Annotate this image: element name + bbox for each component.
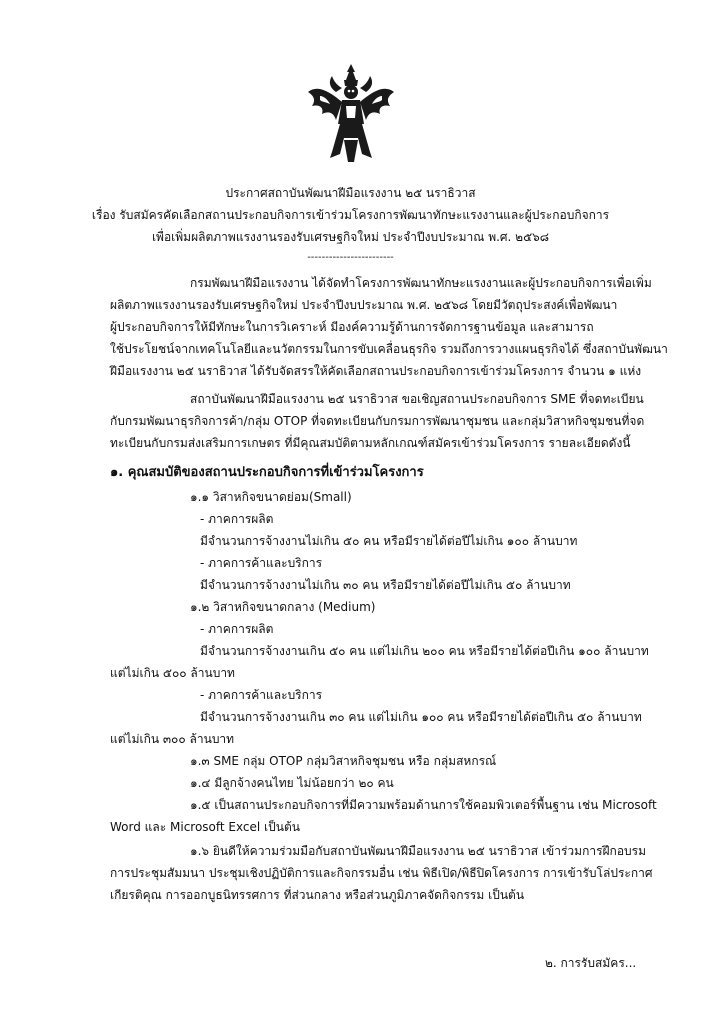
item-1-6: ๑.๖ ยินดีให้ความร่วมมือกับสถาบันพัฒนาฝีมือแรงงาน ๒๕ นราธิวาส เข้าร่วมการฝึกอบรม — [190, 844, 647, 858]
item-1-1-a-detail: มีจำนวนการจ้างงานไม่เกิน ๕๐ คน หรือมีรายได้ต่อปีไม่เกิน ๑๐๐ ล้านบาท — [200, 534, 578, 548]
item-1-3: ๑.๓ SME กลุ่ม OTOP กลุ่มวิสาหกิจชุมชน หรือ กลุ่มสหกรณ์ — [190, 754, 497, 768]
title-separator: ------------------------ — [307, 252, 394, 263]
item-1-2: ๑.๒ วิสาหกิจขนาดกลาง (Medium) — [190, 600, 376, 614]
paragraph-2-line: สถาบันพัฒนาฝีมือแรงงาน ๒๕ นราธิวาส ขอเชิญสถานประกอบกิจการ SME ที่จดทะเบียน — [190, 392, 644, 406]
item-1-5: ๑.๕ เป็นสถานประกอบกิจการที่มีความพร้อมด้านการใช้คอมพิวเตอร์พื้นฐาน เช่น Microsoft — [190, 798, 657, 812]
item-1-2-a: - ภาคการผลิต — [200, 622, 274, 636]
announcement-subject-cont: เพื่อเพิ่มผลิตภาพแรงงานรองรับเศรษฐกิจใหม่ ประจำปีงบประมาณ พ.ศ. ๒๕๖๘ — [151, 230, 550, 244]
paragraph-1-line: ใช้ประโยชน์จากเทคโนโลยีและนวัตกรรมในการขับเคลื่อนธุรกิจ รวมถึงการวางแผนธุรกิจได้ ซึ่งสถาบันพัฒนา — [110, 342, 668, 356]
paragraph-1-line: ผลิตภาพแรงงานรองรับเศรษฐกิจใหม่ ประจำปีงบประมาณ พ.ศ. ๒๕๖๘ โดยมีวัตถุประสงค์เพื่อพัฒนา — [110, 298, 618, 312]
paragraph-2-line: ทะเบียนกับกรมส่งเสริมการเกษตร ที่มีคุณสมบัติตามหลักเกณฑ์สมัครเข้าร่วมโครงการ รายละเอียดดังนี้ — [110, 436, 631, 450]
section-1-heading: ๑. คุณสมบัติของสถานประกอบกิจการที่เข้าร่วมโครงการ — [110, 465, 424, 480]
item-1-6-cont: การประชุมสัมมนา ประชุมเชิงปฏิบัติการและกิจกรรมอื่น เช่น พิธีเปิด/พิธีปิดโครงการ การเข้ารับโล่ประกาศ — [110, 866, 653, 880]
garuda-emblem-icon — [306, 62, 396, 164]
next-page-marker: ๒. การรับสมัคร... — [545, 956, 637, 970]
paragraph-1-line: ฝีมือแรงงาน ๒๕ นราธิวาส ได้รับจัดสรรให้คัดเลือกสถานประกอบกิจการเข้าร่วมโครงการ จำนวน ๑ แห่ง — [110, 364, 642, 378]
item-1-4: ๑.๔ มีลูกจ้างคนไทย ไม่น้อยกว่า ๒๐ คน — [190, 776, 394, 790]
item-1-2-a-detail-cont: แต่ไม่เกิน ๕๐๐ ล้านบาท — [110, 666, 235, 680]
item-1-6-cont: เกียรติคุณ การออกบูธนิทรรศการ ที่ส่วนกลาง หรือส่วนภูมิภาคจัดกิจกรรม เป็นต้น — [110, 888, 525, 902]
paragraph-1-line: กรมพัฒนาฝีมือแรงงาน ได้จัดทำโครงการพัฒนาทักษะแรงงานและผู้ประกอบกิจการเพื่อเพิ่ม — [190, 276, 652, 290]
item-1-2-b-detail: มีจำนวนการจ้างงานเกิน ๓๐ คน แต่ไม่เกิน ๑๐๐ คน หรือมีรายได้ต่อปีเกิน ๕๐ ล้านบาท — [200, 710, 642, 724]
item-1-2-b-detail-cont: แต่ไม่เกิน ๓๐๐ ล้านบาท — [110, 732, 235, 746]
item-1-2-a-detail: มีจำนวนการจ้างงานเกิน ๕๐ คน แต่ไม่เกิน ๒๐๐ คน หรือมีรายได้ต่อปีเกิน ๑๐๐ ล้านบาท — [200, 644, 649, 658]
item-1-1-a: - ภาคการผลิต — [200, 512, 274, 526]
announcement-title: ประกาศสถาบันพัฒนาฝีมือแรงงาน ๒๕ นราธิวาส — [225, 186, 476, 200]
item-1-1-b-detail: มีจำนวนการจ้างงานไม่เกิน ๓๐ คน หรือมีรายได้ต่อปีไม่เกิน ๕๐ ล้านบาท — [200, 578, 571, 592]
item-1-2-b: - ภาคการค้าและบริการ — [200, 688, 323, 702]
item-1-5-cont: Word และ Microsoft Excel เป็นต้น — [110, 820, 300, 834]
announcement-subject: เรื่อง รับสมัครคัดเลือกสถานประกอบกิจการเข้าร่วมโครงการพัฒนาทักษะแรงงานและผู้ประกอบกิจการ — [91, 208, 610, 222]
item-1-1: ๑.๑ วิสาหกิจขนาดย่อม(Small) — [190, 490, 352, 504]
paragraph-1-line: ผู้ประกอบกิจการให้มีทักษะในการวิเคราะห์ มีองค์ความรู้ด้านการจัดการฐานข้อมูล และสามารถ — [110, 320, 594, 334]
item-1-1-b: - ภาคการค้าและบริการ — [200, 556, 323, 570]
paragraph-2-line: กับกรมพัฒนาธุรกิจการค้า/กลุ่ม OTOP ที่จดทะเบียนกับกรมการพัฒนาชุมชน และกลุ่มวิสาหกิจชุมชนที่จด — [110, 414, 645, 428]
